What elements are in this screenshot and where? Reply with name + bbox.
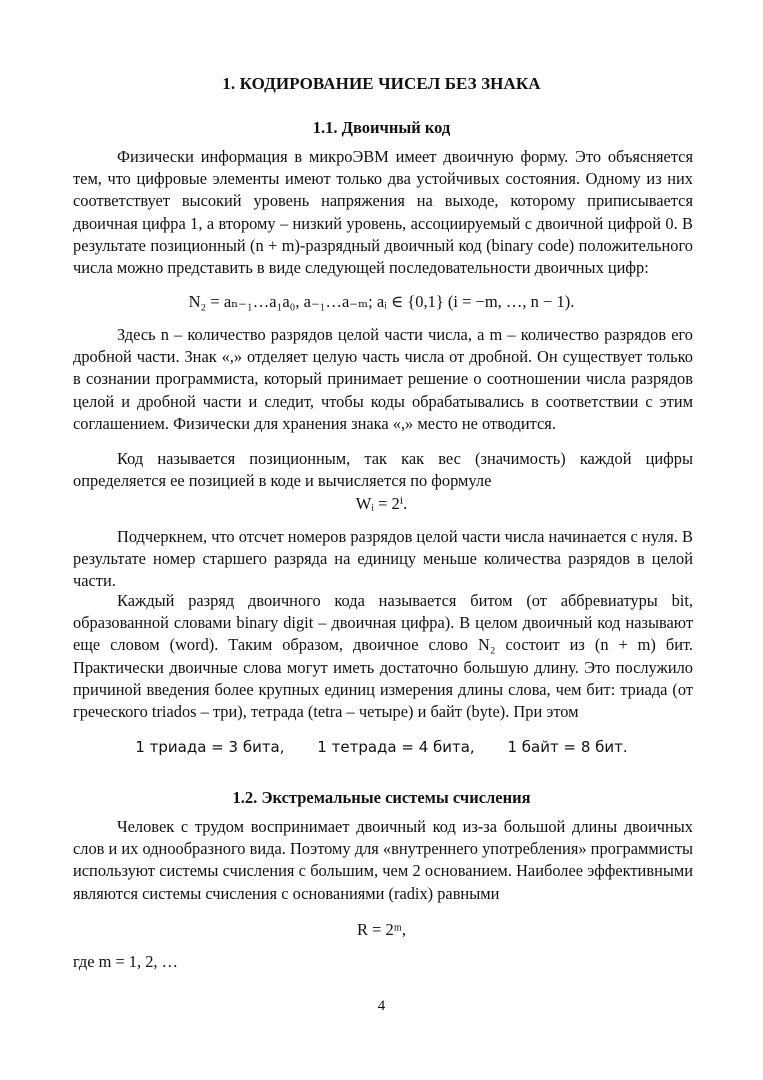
formula-sequence: N₂ = aₙ₋₁…a₁a₀, a₋₁…a₋ₘ; aᵢ ∈ {0,1} (i = −m, …, n − 1).	[188, 292, 575, 311]
section-2-paragraph-2	[73, 951, 693, 973]
chapter-heading: 1. КОДИРОВАНИЕ ЧИСЕЛ БЕЗ ЗНАКА	[222, 74, 541, 93]
paragraph-text: Код называется позиционным, так как вес (значимость) каждой цифры определяется ее позицией в коде и вычисляется по формуле	[73, 449, 693, 491]
section-1-paragraph-1	[73, 146, 693, 279]
section-1-title: 1.1. Двоичный код	[312, 118, 451, 137]
section-1-paragraph-3	[73, 448, 693, 492]
section-1-paragraph-5	[73, 590, 693, 723]
units-equation	[0, 738, 763, 756]
unit-triad: 1 триада = 3 бита,	[135, 738, 285, 756]
paragraph-text: Подчеркнем, что отсчет номеров разрядов целой части числа начинается с нуля. В результате номер старшего разряда на единицу меньше количества разрядов в целой части.	[73, 527, 693, 591]
section-2-title: 1.2. Экстремальные системы счисления	[232, 788, 531, 807]
unit-tetrad: 1 тетрада = 4 бита,	[317, 738, 475, 756]
section-1-paragraph-2	[73, 324, 693, 435]
section-2-paragraph-1	[73, 816, 693, 905]
unit-byte: 1 байт = 8 бит.	[507, 738, 628, 756]
paragraph-text: Здесь n – количество разрядов целой части числа, а m – количество разрядов его дробной части. Знак «,» отделяет целую часть числа от дробной. Он существует только в сознании программиста, который принимает решение о соотношении числа разрядов целой и дробной части и следит, чтобы коды обрабатывались в соответствии с этим соглашением. Физически для хранения знака «,» место не отводится.	[73, 325, 693, 433]
section-1-paragraph-4	[73, 526, 693, 593]
paragraph-text: Физически информация в микроЭВМ имеет двоичную форму. Это объясняется тем, что цифровые элементы имеют только два устойчивых состояния. Одному из них соответствует высокий уровень напряжения на выходе, которому приписывается двоичная цифра 1, а второму – низкий уровень, ассоциируемый с двоичной цифрой 0. В результате позиционный (n + m)-разрядный двоичный код (binary code) положительного числа можно представить в виде следующей последовательности двоичных цифр:	[73, 147, 693, 278]
formula-weight: Wᵢ = 2ⁱ.	[355, 494, 408, 513]
paragraph-text: Человек с трудом воспринимает двоичный код из-за большой длины двоичных слов и их однообразного вида. Поэтому для «внутреннего употребления» программисты используют системы счисления с большим, чем 2 основанием. Наиболее эффективными являются системы счисления с основаниями (radix) равными	[73, 817, 693, 903]
formula-radix: R = 2ᵐ,	[356, 920, 406, 939]
paragraph-text: Каждый разряд двоичного кода называется битом (от аббревиатуры bit, образованной словами binary digit – двоичная цифра). В целом двоичный код называют еще словом (word). Таким образом, двоичное слово N₂ состоит из (n + m) бит. Практически двоичные слова могут иметь достаточно большую длину. Это послужило причиной введения более крупных единиц измерения длины слова, чем бит: триада (от греческого triados – три), тетрада (tetra – четыре) и байт (byte). При этом	[73, 591, 693, 722]
page-number: 4	[377, 998, 386, 1014]
paragraph-text: где m = 1, 2, …	[73, 952, 178, 971]
